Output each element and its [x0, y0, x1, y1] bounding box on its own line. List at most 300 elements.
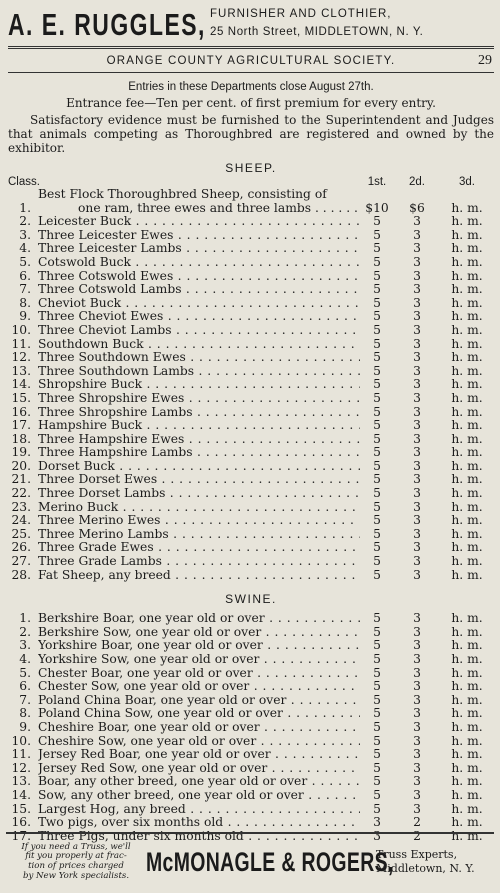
list-item [8, 735, 494, 749]
class-description: Three Dorset Ewes . . . [38, 473, 360, 487]
class-description: Berkshire Boar, one year old or over . . . [38, 612, 360, 626]
second-premium: 3 [413, 611, 421, 626]
class-number: 14. [11, 787, 31, 802]
class-description: Dorset Buck . . . [38, 460, 360, 474]
second-premium-header: 2d. [409, 176, 425, 188]
list-item [8, 775, 494, 789]
first-premium: 5 [373, 431, 381, 446]
class-number: 27. [11, 554, 31, 569]
class-description: Hampshire Buck . . . [38, 419, 360, 433]
second-premium: 3 [413, 363, 421, 378]
list-item [8, 501, 494, 515]
first-premium: $10 [365, 200, 389, 215]
class-description: Three Grade Lambs . . . [38, 555, 360, 569]
second-premium: 3 [413, 390, 421, 405]
class-number: 6. [19, 268, 31, 283]
class-number: 7. [19, 282, 31, 297]
second-premium: 3 [413, 404, 421, 419]
evidence-paragraph: Satisfactory evidence must be furnished to the Superintendent and Judges that animals competing as Thoroughbred are registered and owned by the exhibitor. [8, 113, 494, 155]
class-number: 21. [11, 472, 31, 487]
first-premium-header: 1st. [367, 176, 387, 188]
second-premium: 3 [413, 458, 421, 473]
class-number: 7. [19, 692, 31, 707]
class-number: 28. [11, 567, 31, 582]
list-item [8, 188, 494, 215]
list-item [8, 707, 494, 721]
advertiser-name: A. E. RUGGLES, [8, 6, 206, 42]
third-premium: h. m. [451, 418, 483, 433]
list-item [8, 612, 494, 626]
first-premium: 5 [373, 377, 381, 392]
third-premium: h. m. [451, 458, 483, 473]
third-premium: h. m. [451, 404, 483, 419]
class-description: Shropshire Buck . . . [38, 378, 360, 392]
list-item [8, 446, 494, 460]
third-premium: h. m. [451, 665, 483, 680]
class-description: Three Hampshire Ewes . . . [38, 433, 360, 447]
third-premium: h. m. [451, 774, 483, 789]
class-description: Three Leicester Ewes . . . [38, 229, 360, 243]
class-number: 17. [11, 418, 31, 433]
running-header [8, 50, 494, 72]
first-premium: 5 [373, 513, 381, 528]
first-premium: 5 [373, 611, 381, 626]
third-premium: h. m. [451, 652, 483, 666]
second-premium: 3 [413, 227, 421, 242]
list-item [8, 215, 494, 229]
first-premium: 5 [373, 787, 381, 802]
list-item [8, 365, 494, 379]
advertiser-address: 25 North Street, MIDDLETOWN, N. Y. [210, 26, 424, 38]
class-description-line1: Best Flock Thoroughbred Sheep, consisting of [38, 188, 327, 201]
first-premium: 5 [373, 692, 381, 707]
first-premium: 5 [373, 706, 381, 721]
second-premium: 3 [413, 254, 421, 269]
class-number: 11. [11, 747, 31, 762]
list-item [8, 270, 494, 284]
third-premium: h. m. [451, 350, 483, 365]
second-premium: 3 [413, 692, 421, 707]
header-rule-top [8, 46, 494, 49]
third-premium: h. m. [451, 295, 483, 310]
class-number: 19. [11, 445, 31, 460]
class-description: Cotswold Buck . . . [38, 256, 360, 270]
class-description: Three Cotswold Ewes . . . [38, 270, 360, 284]
class-description: Three Dorset Lambs . . . [38, 487, 360, 501]
list-item [8, 297, 494, 311]
third-premium: h. m. [451, 540, 483, 555]
advertiser-trade: FURNISHER AND CLOTHIER, [210, 8, 392, 21]
first-premium: 5 [373, 719, 381, 734]
class-description: Three Merino Lambs . . . [38, 528, 360, 542]
third-premium-header: 3d. [459, 176, 475, 188]
second-premium: 3 [413, 431, 421, 446]
second-premium: 3 [413, 760, 421, 775]
second-premium: 3 [413, 665, 421, 680]
class-description: Largest Hog, any breed . . . [38, 803, 360, 817]
third-premium: h. m. [451, 747, 483, 762]
list-item [8, 256, 494, 270]
class-number: 13. [11, 774, 31, 789]
class-number: 23. [11, 499, 31, 514]
second-premium: 3 [413, 554, 421, 569]
class-number: 12. [11, 350, 31, 365]
list-item [8, 487, 494, 501]
class-number: 1. [19, 200, 31, 215]
second-premium: 3 [413, 787, 421, 802]
class-number: 1. [19, 611, 31, 626]
third-premium: h. m. [451, 254, 483, 269]
class-description: Poland China Boar, one year old or over . . . [38, 694, 360, 708]
second-premium: 3 [413, 526, 421, 541]
third-premium: h. m. [451, 760, 483, 775]
third-premium: h. m. [451, 787, 483, 802]
sheep-section-title: SHEEP. [225, 161, 277, 175]
list-item [8, 419, 494, 433]
class-description: Two pigs, over six months old . . . [38, 816, 360, 830]
first-premium: 5 [373, 554, 381, 569]
list-item [8, 310, 494, 324]
second-premium: 3 [413, 499, 421, 514]
class-number: 16. [11, 815, 31, 830]
list-item [8, 283, 494, 297]
second-premium: 3 [413, 336, 421, 351]
list-item [8, 816, 494, 830]
advertiser-details [210, 6, 423, 42]
first-premium: 5 [373, 486, 381, 501]
class-description: Three Cheviot Lambs . . . [38, 324, 360, 338]
class-number: 3. [19, 227, 31, 242]
truss-offer-line: by New York specialists. [22, 870, 130, 881]
list-item [8, 378, 494, 392]
class-number: 11. [11, 336, 31, 351]
first-premium: 5 [373, 733, 381, 748]
first-premium: 5 [373, 458, 381, 473]
list-item [8, 569, 494, 583]
class-description: Three Cotswold Lambs . . . [38, 283, 360, 297]
class-description: Cheshire Boar, one year old or over . . . [38, 721, 360, 735]
first-premium: 5 [373, 404, 381, 419]
first-premium: 5 [373, 760, 381, 775]
list-item [8, 803, 494, 817]
class-description: Chester Boar, one year old or over . . . [38, 667, 360, 681]
class-description: Merino Buck . . . [38, 501, 360, 515]
third-premium: h. m. [451, 431, 483, 446]
first-premium: 5 [373, 390, 381, 405]
swine-class-list [8, 612, 494, 843]
class-number: 25. [11, 526, 31, 541]
truss-offer-line: fit you properly at frac- [25, 851, 127, 862]
class-number: 15. [11, 390, 31, 405]
second-premium: 3 [413, 214, 421, 229]
class-description: Cheviot Buck . . . [38, 297, 360, 311]
class-description: Fat Sheep, any breed . . . [38, 569, 360, 583]
third-premium: h. m. [451, 679, 483, 694]
third-premium: h. m. [451, 363, 483, 378]
second-premium: 3 [413, 268, 421, 283]
class-number: 6. [19, 679, 31, 694]
class-number: 26. [11, 540, 31, 555]
second-premium: 2 [413, 815, 421, 830]
second-premium: 3 [413, 377, 421, 392]
second-premium: 3 [413, 733, 421, 748]
advertiser-city: Middletown, N. Y. [376, 862, 475, 875]
society-name: ORANGE COUNTY AGRICULTURAL SOCIETY. [106, 55, 396, 67]
class-description: Yorkshire Boar, one year old or over . . . [38, 639, 360, 653]
first-premium: 5 [373, 499, 381, 514]
second-premium: 3 [413, 679, 421, 694]
class-description: Jersey Red Boar, one year old or over . . . [38, 748, 360, 762]
third-premium: h. m. [451, 692, 483, 707]
class-number: 13. [11, 363, 31, 378]
third-premium: h. m. [451, 638, 483, 653]
second-premium: 3 [413, 241, 421, 256]
list-item [8, 324, 494, 338]
class-description-line2: one ram, three ewes and three lambs . . . [38, 202, 360, 216]
list-item [8, 639, 494, 653]
second-premium: 3 [413, 652, 421, 666]
second-premium: 2 [413, 828, 421, 843]
third-premium: h. m. [451, 719, 483, 734]
class-description: Three Pigs, under six months old . . . [38, 830, 360, 844]
list-item [8, 789, 494, 803]
third-premium: h. m. [451, 513, 483, 528]
list-item [8, 242, 494, 256]
class-description: Three Cheviot Ewes . . . [38, 310, 360, 324]
class-description: Three Leicester Lambs . . . [38, 242, 360, 256]
class-column-header: Class. [8, 176, 40, 188]
first-premium: 5 [373, 540, 381, 555]
second-premium: $6 [409, 200, 425, 215]
third-premium: h. m. [451, 322, 483, 337]
first-premium: 5 [373, 214, 381, 229]
second-premium: 3 [413, 322, 421, 337]
list-item [8, 229, 494, 243]
first-premium: 5 [373, 445, 381, 460]
top-advertisement [8, 0, 494, 46]
first-premium: 3 [373, 815, 381, 830]
class-description: Three Shropshire Ewes . . . [38, 392, 360, 406]
class-description: Chester Sow, one year old or over . . . [38, 680, 360, 694]
class-number: 2. [19, 214, 31, 229]
class-number: 2. [19, 624, 31, 639]
list-item [8, 762, 494, 776]
third-premium: h. m. [451, 706, 483, 721]
first-premium: 5 [373, 322, 381, 337]
truss-offer-line: tion of prices charged [28, 861, 124, 871]
truss-offer-line: If you need a Truss, we'll [21, 841, 131, 852]
third-premium: h. m. [451, 499, 483, 514]
first-premium: 5 [373, 295, 381, 310]
second-premium: 3 [413, 567, 421, 582]
first-premium: 5 [373, 472, 381, 487]
third-premium: h. m. [451, 624, 483, 639]
second-premium: 3 [413, 350, 421, 365]
third-premium: h. m. [451, 611, 483, 626]
class-description: Berkshire Sow, one year old or over . . . [38, 626, 360, 640]
list-item [8, 514, 494, 528]
sheep-class-list [8, 188, 494, 582]
advertiser-brand: McMONAGLE & ROGERS, [146, 846, 394, 877]
class-number: 8. [19, 295, 31, 310]
second-premium: 3 [413, 295, 421, 310]
list-item [8, 528, 494, 542]
list-item [8, 338, 494, 352]
second-premium: 3 [413, 747, 421, 762]
third-premium: h. m. [451, 268, 483, 283]
class-number: 10. [11, 733, 31, 748]
class-description: Leicester Buck . . . [38, 215, 360, 229]
first-premium: 5 [373, 227, 381, 242]
third-premium: h. m. [451, 377, 483, 392]
first-premium: 3 [373, 828, 381, 843]
third-premium: h. m. [451, 241, 483, 256]
third-premium: h. m. [451, 200, 483, 215]
class-number: 24. [11, 513, 31, 528]
list-item [8, 667, 494, 681]
class-number: 12. [11, 760, 31, 775]
second-premium: 3 [413, 719, 421, 734]
first-premium: 5 [373, 350, 381, 365]
class-description: Jersey Red Sow, one year old or over . . . [38, 762, 360, 776]
first-premium: 5 [373, 282, 381, 297]
header-rule-bottom [8, 72, 494, 73]
second-premium: 3 [413, 801, 421, 816]
second-premium: 3 [413, 282, 421, 297]
page-number: 29 [478, 53, 492, 68]
class-number: 5. [19, 254, 31, 269]
third-premium: h. m. [451, 801, 483, 816]
third-premium: h. m. [451, 309, 483, 324]
class-number: 9. [19, 719, 31, 734]
list-item [8, 351, 494, 365]
third-premium: h. m. [451, 472, 483, 487]
class-number: 16. [11, 404, 31, 419]
class-number: 4. [19, 652, 31, 666]
list-item [8, 406, 494, 420]
second-premium: 3 [413, 309, 421, 324]
class-description: Three Southdown Lambs . . . [38, 365, 360, 379]
list-item [8, 721, 494, 735]
second-premium: 3 [413, 472, 421, 487]
first-premium: 5 [373, 665, 381, 680]
second-premium: 3 [413, 638, 421, 653]
third-premium: h. m. [451, 554, 483, 569]
class-description: Three Southdown Ewes . . . [38, 351, 360, 365]
list-item [8, 626, 494, 640]
first-premium: 5 [373, 241, 381, 256]
class-number: 18. [11, 431, 31, 446]
third-premium: h. m. [451, 815, 483, 830]
second-premium: 3 [413, 624, 421, 639]
third-premium: h. m. [451, 733, 483, 748]
third-premium: h. m. [451, 336, 483, 351]
class-description: Cheshire Sow, one year old or over . . . [38, 735, 360, 749]
first-premium: 5 [373, 309, 381, 324]
second-premium: 3 [413, 513, 421, 528]
second-premium: 3 [413, 486, 421, 501]
second-premium: 3 [413, 540, 421, 555]
class-number: 22. [11, 486, 31, 501]
first-premium: 5 [373, 268, 381, 283]
class-description [38, 188, 360, 215]
first-premium: 5 [373, 336, 381, 351]
class-number: 5. [19, 665, 31, 680]
class-number: 10. [11, 322, 31, 337]
third-premium: h. m. [451, 486, 483, 501]
first-premium: 5 [373, 747, 381, 762]
first-premium: 5 [373, 567, 381, 582]
first-premium: 5 [373, 254, 381, 269]
first-premium: 5 [373, 774, 381, 789]
class-description: Three Grade Ewes . . . [38, 541, 360, 555]
second-premium: 3 [413, 445, 421, 460]
list-item [8, 653, 494, 667]
first-premium: 5 [373, 624, 381, 639]
third-premium: h. m. [451, 227, 483, 242]
second-premium: 3 [413, 418, 421, 433]
list-item [8, 460, 494, 474]
list-item [8, 748, 494, 762]
class-description: Poland China Sow, one year old or over . . . [38, 707, 360, 721]
list-item [8, 694, 494, 708]
class-description: Boar, any other breed, one year old or over . . . [38, 775, 360, 789]
swine-section-title: SWINE. [225, 592, 277, 607]
list-item [8, 541, 494, 555]
class-description: Three Merino Ewes . . . [38, 514, 360, 528]
class-description: Sow, any other breed, one year old or over . . . [38, 789, 360, 803]
second-premium: 3 [413, 774, 421, 789]
class-number: 9. [19, 309, 31, 324]
third-premium: h. m. [451, 567, 483, 582]
class-description: Three Hampshire Lambs . . . [38, 446, 360, 460]
first-premium: 5 [373, 363, 381, 378]
first-premium: 5 [373, 638, 381, 653]
premium-column-headers [8, 175, 494, 188]
list-item [8, 433, 494, 447]
third-premium: h. m. [451, 214, 483, 229]
entries-close-notice: Entries in these Departments close August 27th. [128, 81, 374, 93]
first-premium: 5 [373, 418, 381, 433]
class-number: 14. [11, 377, 31, 392]
list-item [8, 555, 494, 569]
advertiser-tagline: Truss Experts, [376, 848, 458, 861]
list-item [8, 473, 494, 487]
class-number: 3. [19, 638, 31, 653]
first-premium: 5 [373, 652, 381, 666]
truss-offer-text [6, 843, 146, 881]
first-premium: 5 [373, 801, 381, 816]
third-premium: h. m. [451, 828, 483, 843]
second-premium: 3 [413, 706, 421, 721]
class-number: 15. [11, 801, 31, 816]
class-number: 17. [11, 828, 31, 843]
class-number: 8. [19, 706, 31, 721]
third-premium: h. m. [451, 526, 483, 541]
third-premium: h. m. [451, 282, 483, 297]
class-description: Three Shropshire Lambs . . . [38, 406, 360, 420]
third-premium: h. m. [451, 390, 483, 405]
bottom-advertisement [6, 828, 494, 890]
class-description: Southdown Buck . . . [38, 338, 360, 352]
third-premium: h. m. [451, 445, 483, 460]
entrance-fee-notice: Entrance fee—Ten per cent. of first premium for every entry. [66, 96, 436, 110]
list-item [8, 392, 494, 406]
class-number: 20. [11, 458, 31, 473]
list-item [8, 680, 494, 694]
class-description: Yorkshire Sow, one year old or over . . . [38, 653, 360, 667]
class-number: 4. [19, 241, 31, 256]
